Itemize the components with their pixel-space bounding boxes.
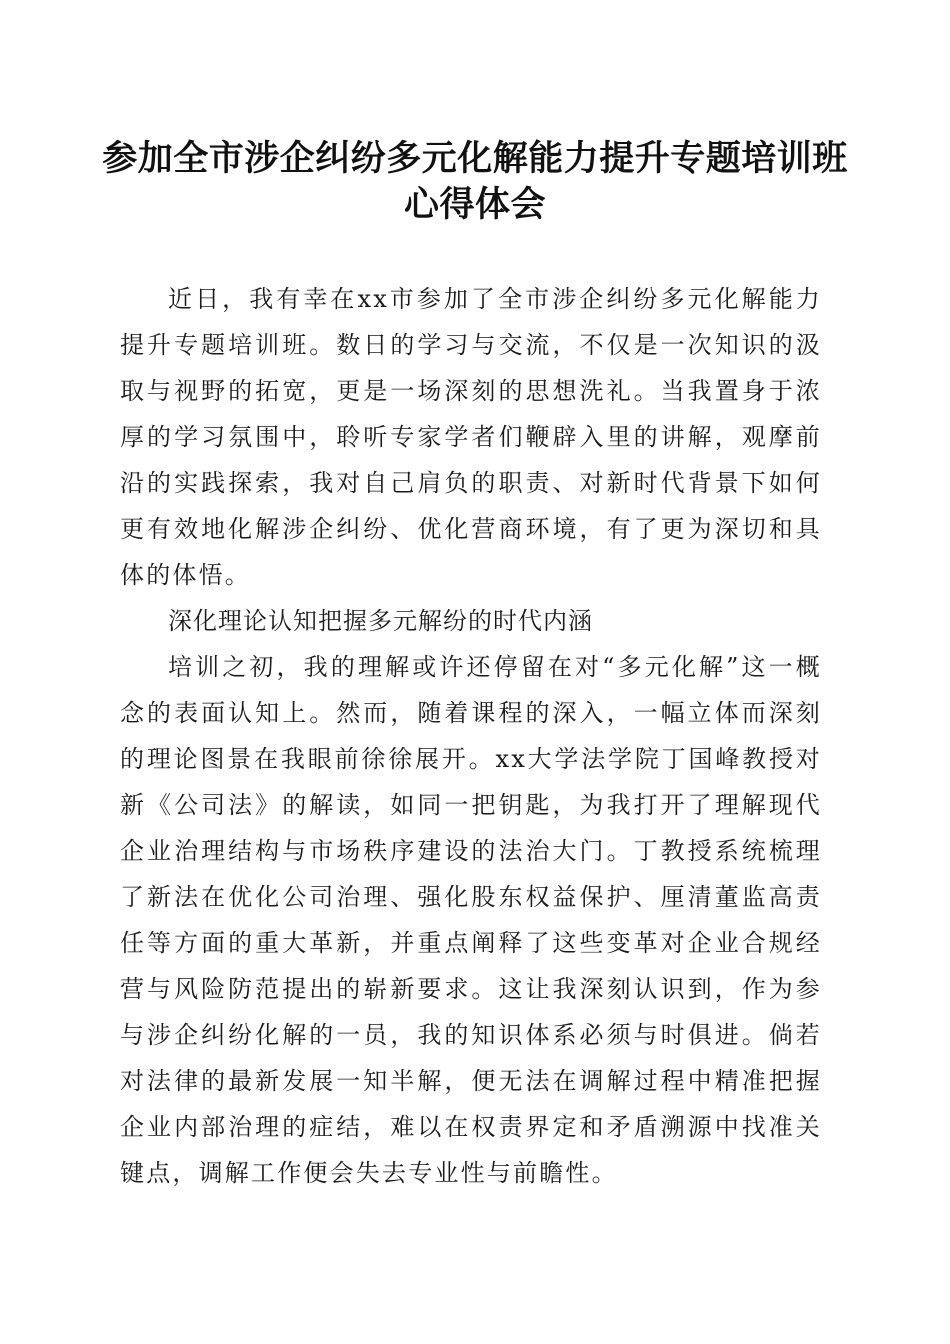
paragraph-intro: 近日，我有幸在xx市参加了全市涉企纠纷多元化解能力提升专题培训班。数日的学习与交流，不仅是一次知识的汲取与视野的拓宽，更是一场深刻的思想洗礼。当我置身于浓厚的学习氛围中，聆听专家学者们鞭辟入里的讲解，观摩前沿的实践探索，我对自己肩负的职责、对新时代背景下如何更有效地化解涉企纠纷、优化营商环境，有了更为深切和具体的体悟。 — [120, 285, 822, 589]
paragraph-training: 培训之初，我的理解或许还停留在对“多元化解”这一概念的表面认知上。然而，随着课程的深入，一幅立体而深刻的理论图景在我眼前徐徐展开。xx大学法学院丁国峰教授对新《公司法》的解读，如同一把钥匙，为我打开了理解现代企业治理结构与市场秩序建设的法治大门。丁教授系统梳理了新法在优化公司治理、强化股东权益保护、厘清董监高责任等方面的重大革新，并重点阐释了这些变革对企业合规经营与风险防范提出的崭新要求。这让我深刻认识到，作为参与涉企纠纷化解的一员，我的知识体系必须与时俱进。倘若对法律的最新发展一知半解，便无法在调解过程中精准把握企业内部治理的症结，难以在权责界定和矛盾溯源中找准关键点，调解工作便会失去专业性与前瞻性。 — [120, 653, 822, 1187]
document-title: 参加全市涉企纠纷多元化解能力提升专题培训班心得体会 — [102, 138, 848, 225]
document-body — [120, 276, 822, 1196]
section-heading: 深化理论认知把握多元解纷的时代内涵 — [168, 607, 593, 635]
